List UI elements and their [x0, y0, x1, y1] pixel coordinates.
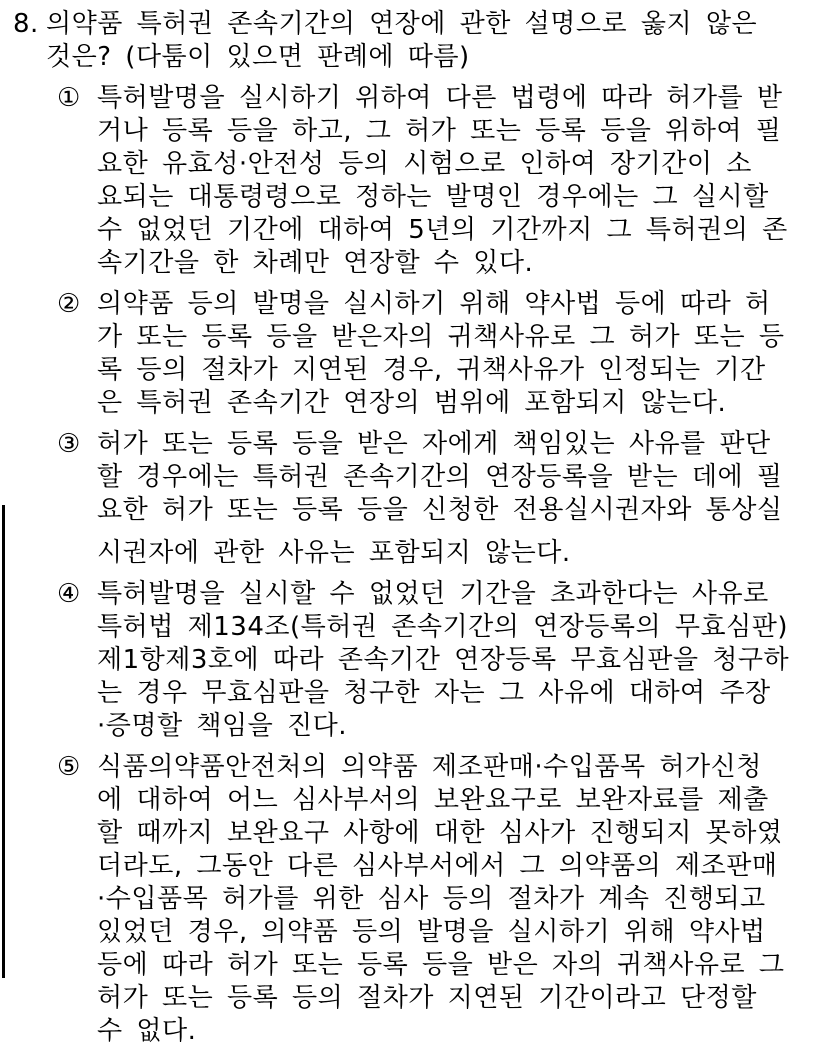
choice-1-text	[97, 82, 788, 280]
choice-line: 속기간을 한 차례만 연장할 수 있다.	[97, 248, 534, 278]
question-line: 의약품 특허권 존속기간의 연장에 관한 설명으로 옳지 않은	[46, 9, 758, 39]
choice-5	[0, 751, 826, 1048]
choice-1	[0, 82, 826, 280]
choice-3	[0, 428, 826, 570]
choice-line: 의약품 등의 발명을 실시하기 위해 약사법 등에 따라 허	[97, 289, 771, 319]
choice-line: 수 없었던 기간에 대하여 5년의 기간까지 그 특허권의 존	[97, 215, 788, 245]
choice-1-marker: ①	[57, 83, 81, 113]
question-number: 8.	[13, 9, 39, 39]
choice-line: 요한 허가 또는 등록 등을 신청한 전용실시권자와 통상실	[97, 495, 783, 525]
question-block	[0, 8, 826, 74]
choice-line: ·증명할 책임을 진다.	[97, 711, 347, 741]
choice-line: 특허발명을 실시할 수 없었던 기간을 초과한다는 사유로	[97, 579, 769, 609]
choice-5-text	[97, 751, 784, 1048]
choice-line: 등에 따라 허가 또는 등록 등을 받은 자의 귀책사유로 그	[97, 950, 785, 980]
choice-line: 특허발명을 실시하기 위하여 다른 법령에 따라 허가를 받	[97, 83, 783, 113]
choice-line: 특허법 제134조(특허권 존속기간의 연장등록의 무효심판)	[97, 612, 789, 642]
choice-line: 에 대하여 어느 심사부서의 보완요구로 보완자료를 제출	[97, 785, 769, 815]
choice-line: 허가 또는 등록 등의 절차가 지연된 기간이라고 단정할	[97, 983, 757, 1013]
choice-4-marker: ④	[57, 579, 81, 609]
choice-line: ·수입품목 허가를 위한 심사 등의 절차가 계속 진행되고	[97, 884, 766, 914]
choice-line: 시권자에 관한 사유는 포함되지 않는다.	[97, 538, 571, 568]
choice-line: 은 특허권 존속기간 연장의 범위에 포함되지 않는다.	[97, 388, 727, 418]
question-text	[46, 8, 757, 74]
choice-line: 있었던 경우, 의약품 등의 발명을 실시하기 위해 약사법	[97, 917, 766, 947]
choice-line: 할 때까지 보완요구 사항에 대한 심사가 진행되지 못하였	[97, 818, 783, 848]
choice-5-marker: ⑤	[57, 752, 81, 782]
choice-3-text	[97, 428, 783, 570]
choice-2-text	[97, 288, 784, 420]
choice-line: 요한 유효성·안전성 등의 시험으로 인하여 장기간이 소	[97, 149, 752, 179]
choice-2-marker: ②	[57, 289, 81, 319]
choice-line: 는 경우 무효심판을 청구한 자는 그 사유에 대하여 주장	[97, 678, 771, 708]
choice-4	[0, 578, 826, 743]
choice-line: 허가 또는 등록 등을 받은 자에게 책임있는 사유를 판단	[97, 429, 771, 459]
choice-line: 가 또는 등록 등을 받은자의 귀책사유로 그 허가 또는 등	[97, 322, 785, 352]
choice-line: 수 없다.	[97, 1016, 197, 1046]
choice-line: 록 등의 절차가 지연된 경우, 귀책사유가 인정되는 기간	[97, 355, 766, 385]
choice-3-marker: ③	[57, 429, 81, 459]
choice-2	[0, 288, 826, 420]
choice-4-text	[97, 578, 789, 743]
choice-line: 요되는 대통령령으로 정하는 발명인 경우에는 그 실시할	[97, 182, 769, 212]
page-left-edge-rule	[2, 505, 5, 978]
choice-line: 거나 등록 등을 하고, 그 허가 또는 등록 등을 위하여 필	[97, 116, 782, 146]
question-line: 것은? (다툼이 있으면 판례에 따름)	[46, 42, 470, 72]
choice-line: 더라도, 그동안 다른 심사부서에서 그 의약품의 제조판매	[97, 851, 778, 881]
choice-line: 식품의약품안전처의 의약품 제조판매·수입품목 허가신청	[97, 752, 762, 782]
choice-line: 제1항제3호에 따라 존속기간 연장등록 무효심판을 청구하	[97, 645, 790, 675]
choice-line: 할 경우에는 특허권 존속기간의 연장등록을 받는 데에 필	[97, 462, 783, 492]
